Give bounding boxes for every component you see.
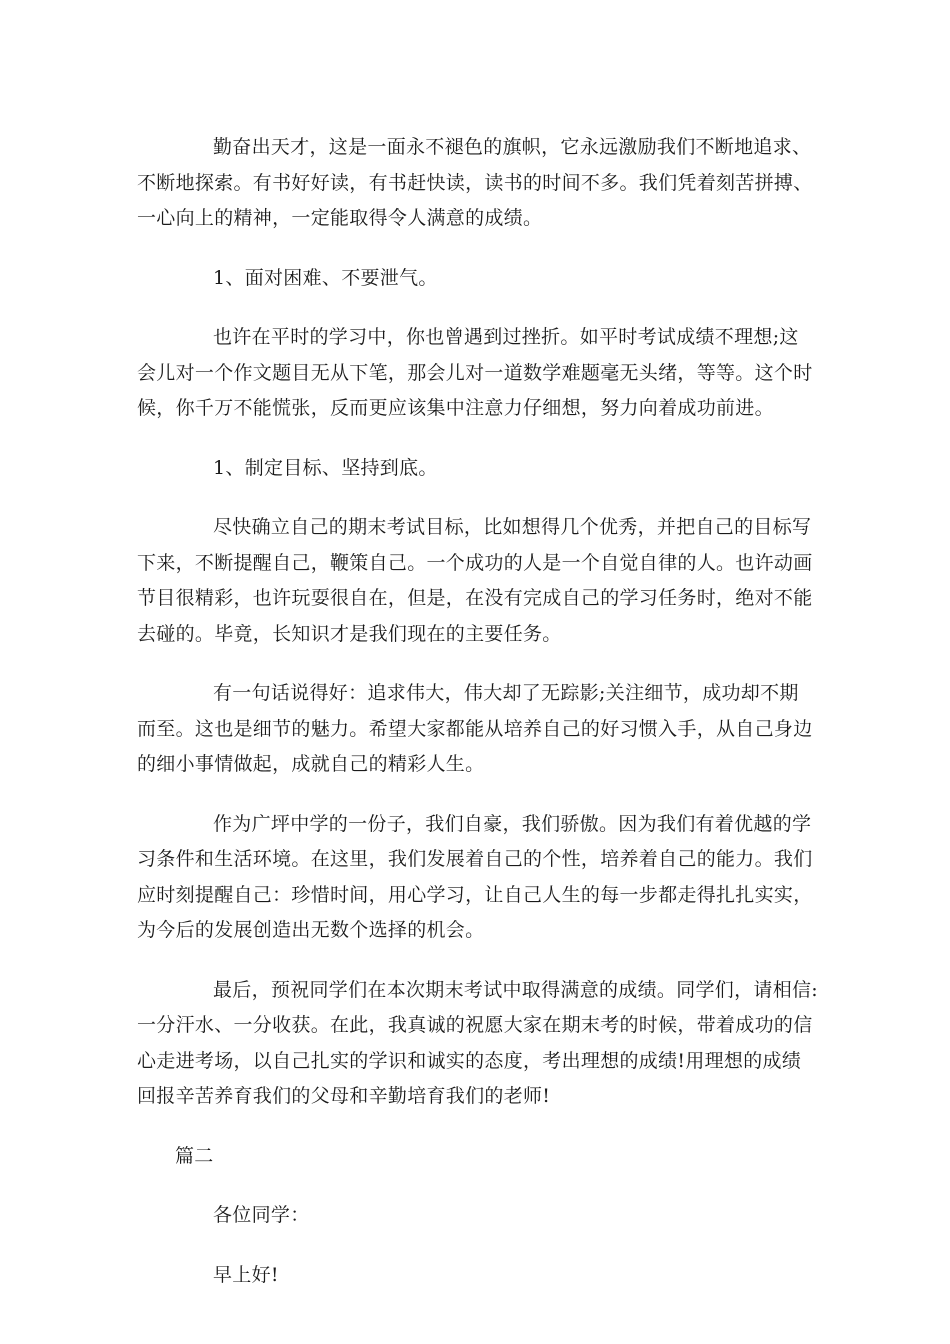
text-line: 最后，预祝同学们在本次期末考试中取得满意的成绩。同学们，请相信:: [213, 978, 819, 1001]
paragraph-diligence: [137, 130, 811, 237]
text-line: 一心向上的精神，一定能取得令人满意的成绩。: [137, 207, 543, 229]
greeting-line: 各位同学：: [213, 1204, 310, 1226]
text-line: 习条件和生活环境。在这里，我们发展着自己的个性，培养着自己的能力。我们: [137, 848, 813, 870]
paragraph-goals: [137, 510, 811, 652]
text-line: 一分汗水、一分收获。在此，我真诚的祝愿大家在期末考的时候，带着成功的信: [137, 1014, 813, 1036]
text-line: 会儿对一个作文题目无从下笔，那会儿对一道数学难题毫无头绪，等等。这个时: [137, 361, 813, 384]
text-line: 不断地探索。有书好好读，有书赶快读，读书的时间不多。我们凭着刻苦拼搏、: [137, 171, 813, 194]
text-line: 勤奋出天才，这是一面永不褪色的旗帜，它永远激励我们不断地追求、: [213, 136, 812, 158]
text-line: 节目很精彩，也许玩耍很自在，但是，在没有完成自己的学习任务时，绝对不能: [137, 587, 813, 609]
paragraph-details: [137, 676, 811, 783]
text-line: 也许在平时的学习中，你也曾遇到过挫折。如平时考试成绩不理想;这: [213, 326, 799, 348]
text-line: 应时刻提醒自己：珍惜时间，用心学习，让自己人生的每一步都走得扎扎实实，: [137, 883, 813, 906]
text-line: 心走进考场，以自己扎实的学识和诚实的态度，考出理想的成绩!用理想的成绩: [137, 1049, 802, 1072]
text-line: 而至。这也是细节的魅力。希望大家都能从培养自己的好习惯入手，从自己身边: [137, 717, 813, 740]
morning-line: 早上好!: [213, 1263, 279, 1286]
text-line: 回报辛苦养育我们的父母和辛勤培育我们的老师!: [137, 1085, 551, 1107]
document-body: [137, 130, 819, 1317]
heading-face-difficulty: 1、面对困难、不要泄气。: [213, 266, 438, 289]
heading-set-goals: 1、制定目标、坚持到底。: [213, 456, 438, 479]
text-line: 为今后的发展创造出无数个选择的机会。: [137, 919, 485, 941]
text-line: 有一句话说得好：追求伟大，伟大却了无踪影;关注细节，成功却不期: [213, 682, 799, 704]
text-line: 尽快确立自己的期末考试目标，比如想得几个优秀，并把自己的目标写: [213, 516, 812, 538]
paragraph-school-pride: [137, 807, 811, 949]
text-line: 作为广坪中学的一份子，我们自豪，我们骄傲。因为我们有着优越的学: [213, 812, 812, 835]
paragraph-closing-wishes: [137, 973, 819, 1115]
text-line: 的细小事情做起，成就自己的精彩人生。: [137, 753, 485, 775]
text-line: 候，你千万不能慌张，反而更应该集中注意力仔细想，努力向着成功前进。: [137, 397, 774, 419]
section-title: 篇二: [175, 1144, 214, 1167]
paragraph-setbacks: [137, 320, 811, 427]
text-line: 下来，不断提醒自己，鞭策自己。一个成功的人是一个自觉自律的人。也许动画: [137, 551, 813, 574]
text-line: 去碰的。毕竟，长知识才是我们现在的主要任务。: [137, 622, 562, 645]
